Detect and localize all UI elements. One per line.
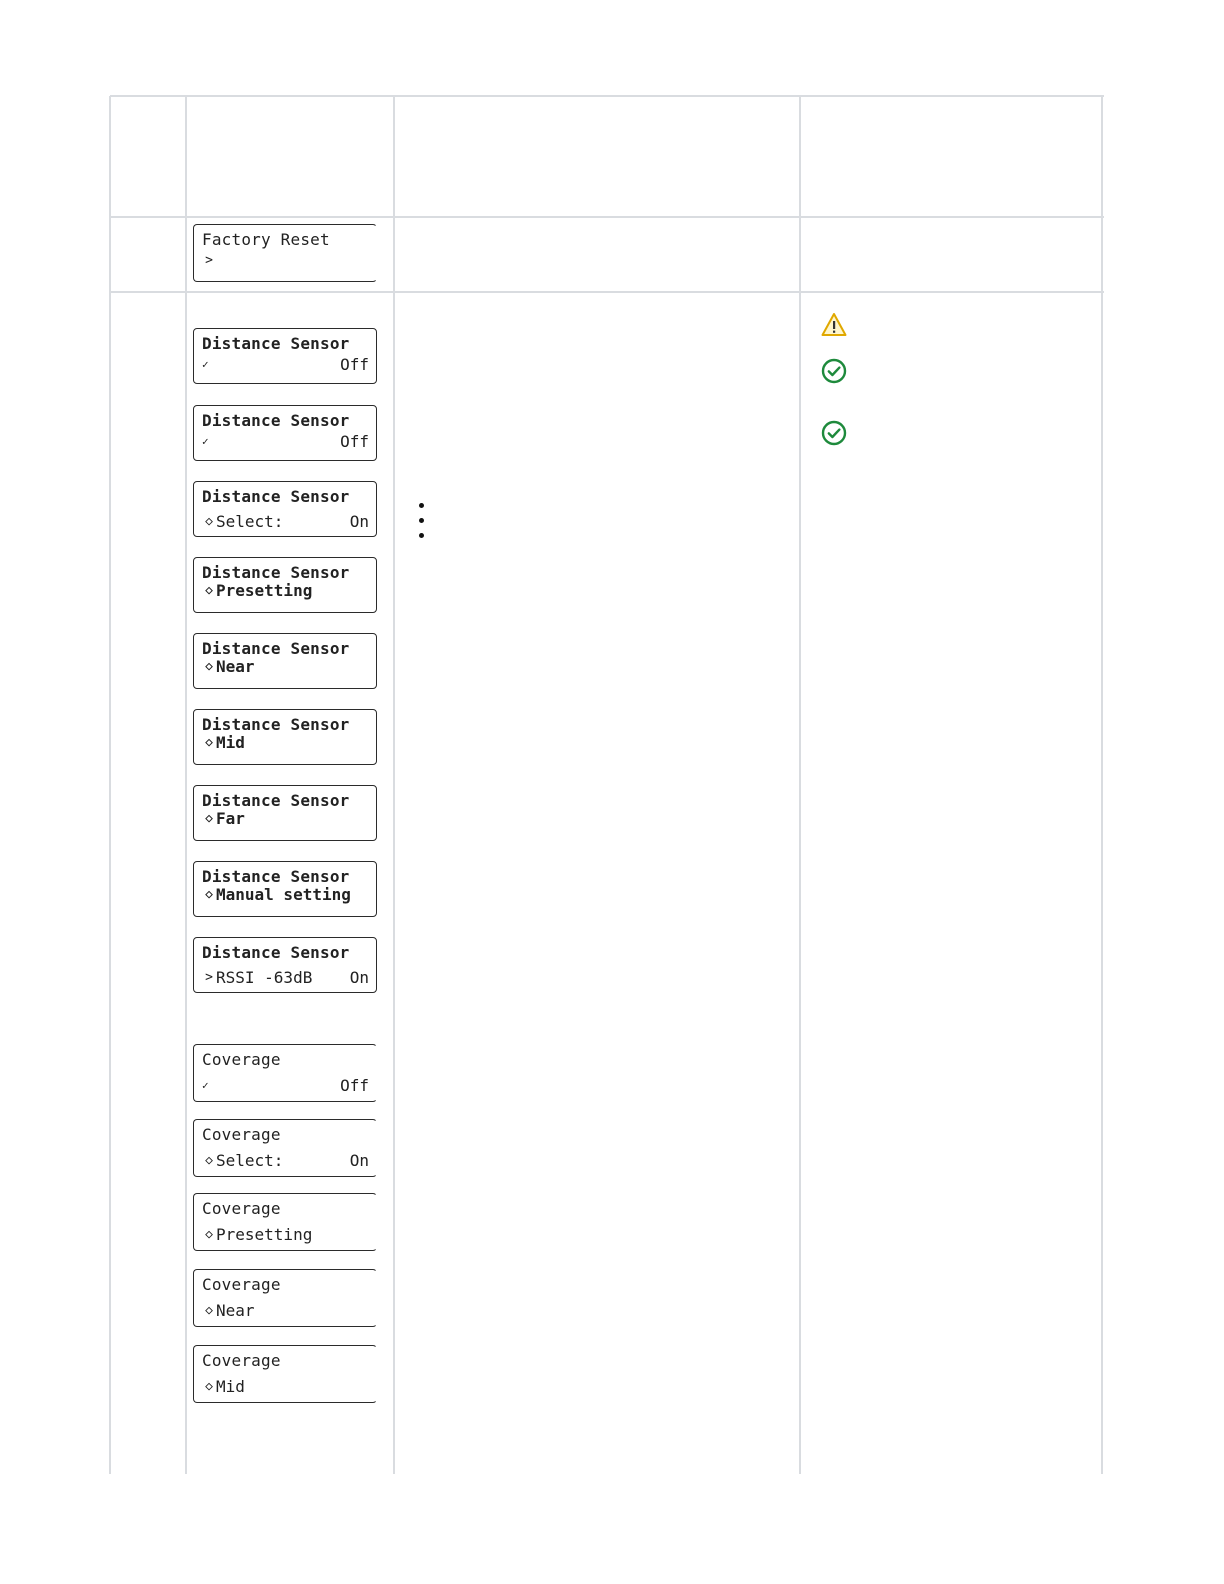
up-down-icon: ◇ (205, 1227, 213, 1242)
lcd-line1: Coverage (202, 1050, 281, 1069)
lcd-line1: Coverage (202, 1275, 281, 1294)
lcd-coverage (193, 1193, 377, 1251)
up-down-icon: ◇ (205, 1379, 213, 1394)
lcd-value: On (349, 512, 369, 531)
lcd-text: Near (216, 657, 255, 676)
column-divider (185, 96, 187, 1474)
lcd-distance-sensor (193, 557, 377, 613)
lcd-line1: Coverage (202, 1125, 281, 1144)
lcd-line2 (202, 251, 369, 270)
lcd-text: Mid (216, 733, 245, 752)
lcd-line1: Distance Sensor (202, 487, 350, 506)
lcd-line1: Distance Sensor (202, 411, 350, 430)
check-mark-icon: ✓ (202, 358, 209, 371)
lcd-line1: Distance Sensor (202, 943, 350, 962)
bullet-dot (419, 503, 424, 508)
up-down-icon: ◇ (205, 659, 213, 674)
chevron-right-icon: > (205, 970, 213, 985)
lcd-distance-sensor (193, 633, 377, 689)
lcd-coverage (193, 1119, 377, 1177)
row-divider (110, 216, 1104, 218)
lcd-text: Manual setting (216, 885, 351, 904)
up-down-icon: ◇ (205, 811, 213, 826)
lcd-coverage (193, 1345, 377, 1403)
column-divider (109, 96, 111, 1474)
lcd-line1: Distance Sensor (202, 791, 350, 810)
lcd-text: Select: (216, 512, 284, 531)
lcd-value: On (349, 1151, 369, 1170)
up-down-icon: ◇ (205, 514, 213, 529)
lcd-coverage (193, 1044, 377, 1102)
lcd-text: Far (216, 809, 245, 828)
lcd-line1: Factory Reset (202, 230, 330, 249)
chevron-right-icon: > (205, 253, 213, 268)
lcd-text: RSSI -63dB (216, 968, 313, 987)
check-circle-icon (821, 420, 847, 446)
bullet-dot (419, 518, 424, 523)
up-down-icon: ◇ (205, 887, 213, 902)
lcd-coverage (193, 1269, 377, 1327)
lcd-distance-sensor (193, 328, 377, 384)
column-divider (799, 96, 801, 1474)
lcd-line1: Distance Sensor (202, 715, 350, 734)
lcd-line1: Coverage (202, 1199, 281, 1218)
check-mark-icon: ✓ (202, 435, 209, 448)
lcd-value: Off (340, 355, 369, 374)
lcd-value: Off (340, 1076, 369, 1095)
up-down-icon: ◇ (205, 735, 213, 750)
lcd-line1: Distance Sensor (202, 563, 350, 582)
check-circle-icon (821, 358, 847, 384)
lcd-value: On (349, 968, 369, 987)
check-mark-icon: ✓ (202, 1079, 209, 1092)
bullet-dot (419, 533, 424, 538)
lcd-line1: Distance Sensor (202, 867, 350, 886)
up-down-icon: ◇ (205, 1303, 213, 1318)
lcd-distance-sensor (193, 785, 377, 841)
column-divider (393, 96, 395, 1474)
lcd-line1: Distance Sensor (202, 639, 350, 658)
row-divider (110, 291, 1104, 293)
column-divider (1101, 96, 1103, 1474)
lcd-distance-sensor (193, 481, 377, 537)
lcd-factory-reset (193, 224, 377, 282)
lcd-distance-sensor (193, 405, 377, 461)
lcd-line1: Distance Sensor (202, 334, 350, 353)
lcd-distance-sensor (193, 861, 377, 917)
lcd-line1: Coverage (202, 1351, 281, 1370)
row-divider (110, 95, 1104, 97)
lcd-text: Mid (216, 1377, 245, 1396)
lcd-text: Presetting (216, 581, 313, 600)
up-down-icon: ◇ (205, 583, 213, 598)
warning-icon (821, 312, 847, 338)
lcd-value: Off (340, 432, 369, 451)
lcd-text: Near (216, 1301, 255, 1320)
lcd-text: Select: (216, 1151, 284, 1170)
lcd-distance-sensor (193, 937, 377, 993)
up-down-icon: ◇ (205, 1153, 213, 1168)
lcd-distance-sensor (193, 709, 377, 765)
lcd-text: Presetting (216, 1225, 313, 1244)
